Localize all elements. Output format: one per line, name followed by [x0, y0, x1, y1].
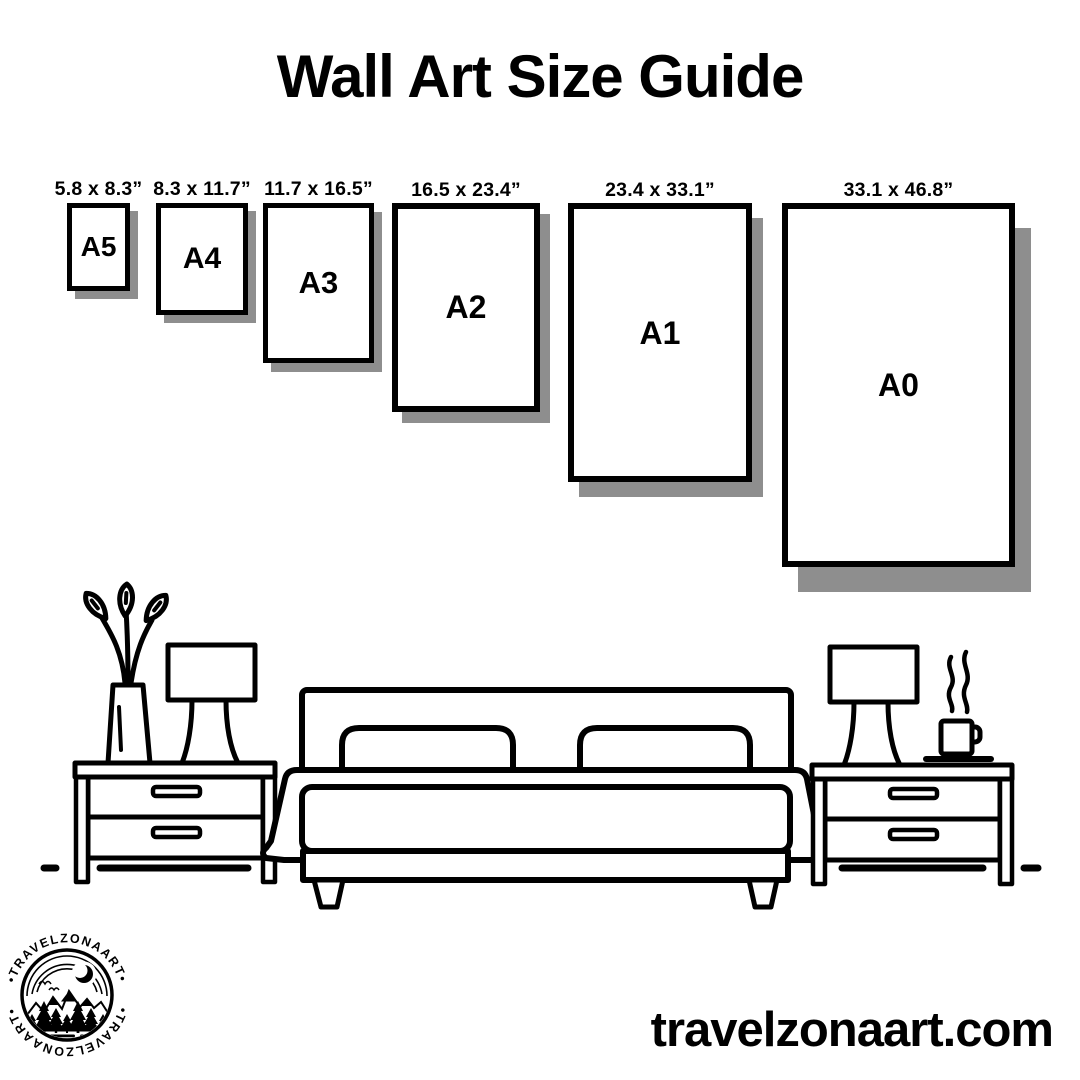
bedroom-illustration	[30, 580, 1050, 910]
website-url: travelzonaart.com	[650, 1003, 1053, 1057]
size-frame-a0	[782, 179, 1015, 567]
size-label-a5: A5	[80, 231, 117, 262]
bed-leg	[314, 880, 343, 907]
bed-leg	[749, 880, 777, 907]
size-label-a2: A2	[445, 289, 487, 325]
steam	[949, 657, 953, 711]
vase	[108, 685, 150, 763]
size-label-a0: A0	[878, 366, 919, 403]
page-title: Wall Art Size Guide	[276, 43, 804, 110]
badge-text-bottom: •TRAVELZONAART•	[4, 1005, 130, 1059]
size-frame-a5	[54, 178, 143, 291]
coffee-cup-icon	[926, 652, 991, 759]
double-bed-icon	[263, 690, 826, 907]
size-dimensions-a3: 11.7 x 16.5”	[264, 178, 373, 200]
size-dimensions-a4: 8.3 x 11.7”	[153, 178, 251, 200]
table-lamp-icon	[830, 647, 917, 765]
potted-plant-icon	[81, 584, 171, 763]
table-lamp-icon	[168, 645, 255, 763]
size-dimensions-a5: 5.8 x 8.3”	[54, 178, 143, 200]
size-frame-a1	[568, 179, 752, 482]
size-label-a1: A1	[639, 315, 681, 351]
brand-logo	[1, 929, 135, 1063]
size-frame-a4	[153, 178, 251, 315]
size-dimensions-a1: 23.4 x 33.1”	[605, 179, 715, 201]
badge-text-top: •TRAVELZONAART•	[4, 931, 130, 985]
size-dimensions-a2: 16.5 x 23.4”	[411, 179, 521, 201]
size-frame-a3	[263, 178, 374, 363]
size-label-a3: A3	[298, 265, 339, 300]
size-dimensions-a0: 33.1 x 46.8”	[843, 179, 954, 201]
bed-base	[303, 851, 788, 880]
size-frame-a2	[392, 179, 540, 412]
size-label-a4: A4	[182, 242, 222, 275]
steam	[964, 652, 968, 712]
mattress	[302, 787, 790, 851]
nightstand-left-icon	[75, 763, 275, 882]
